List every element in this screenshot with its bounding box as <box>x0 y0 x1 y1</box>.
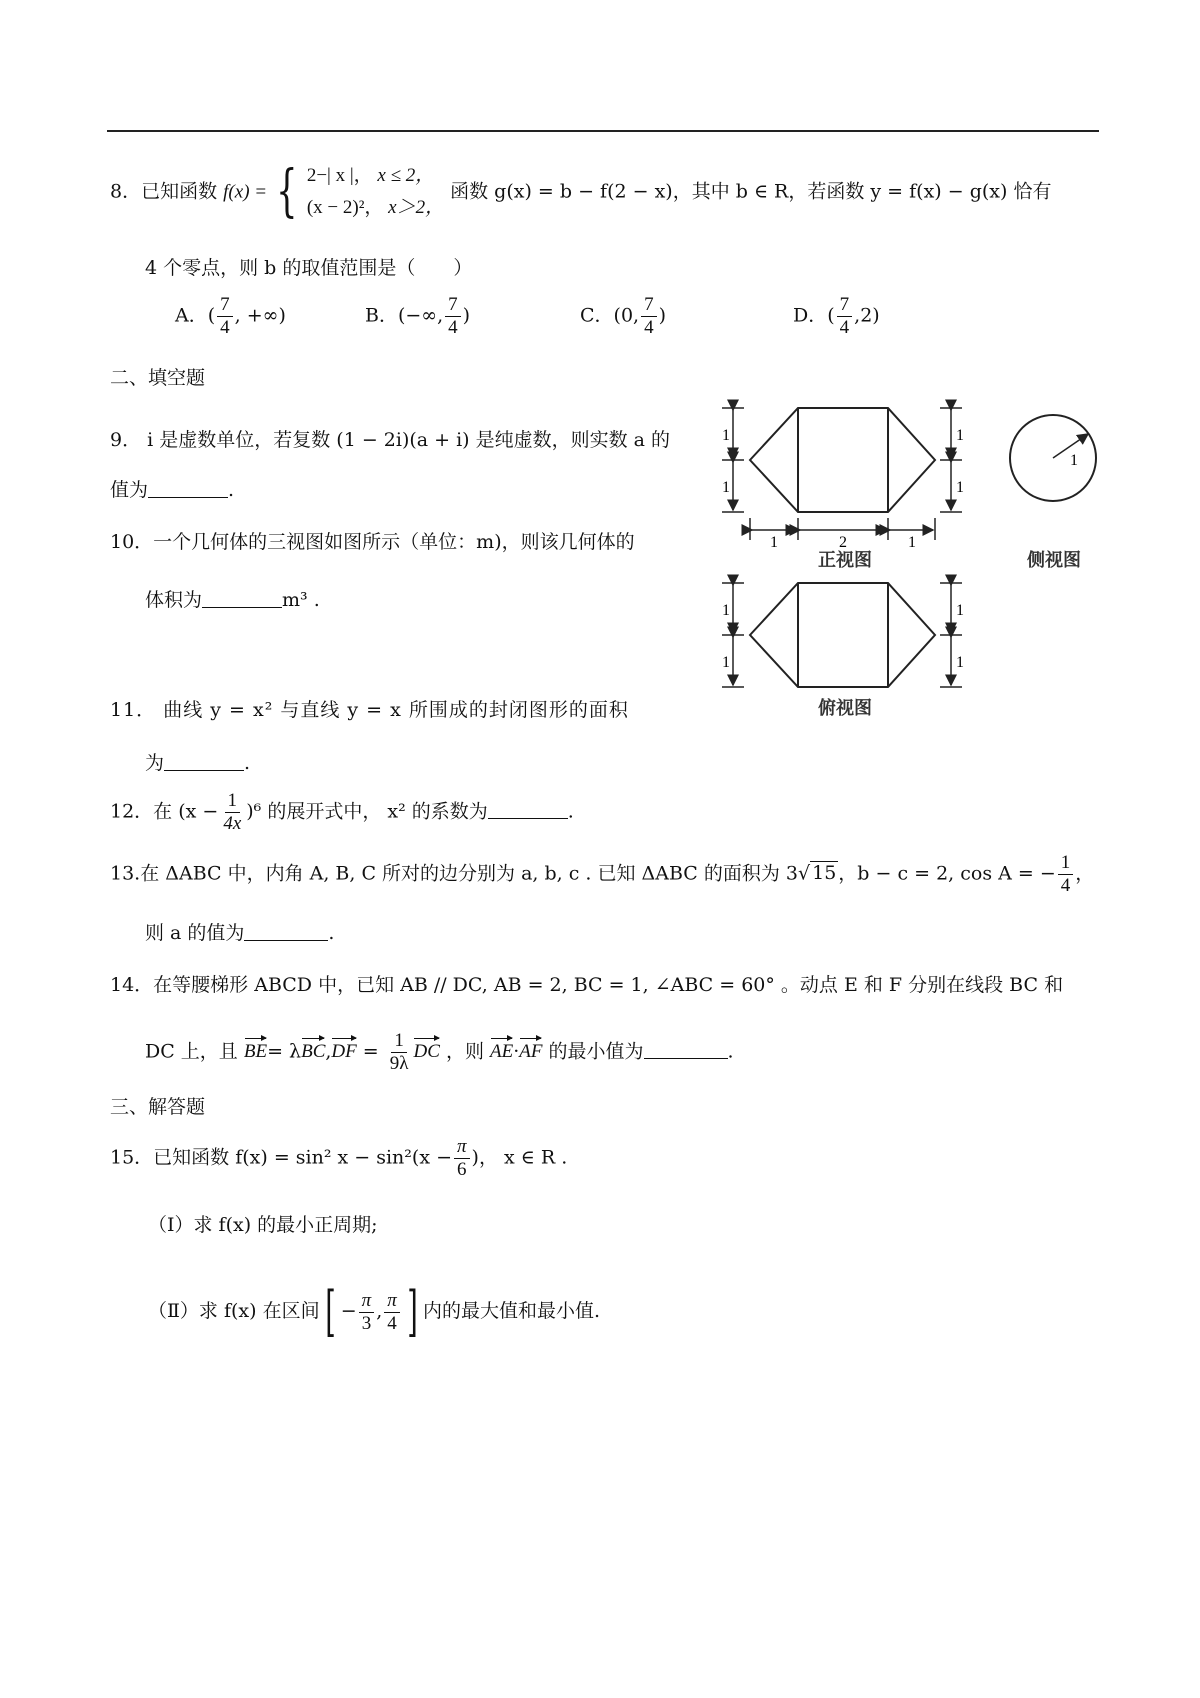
q13-answer-blank[interactable] <box>244 921 328 941</box>
q8-mid: 函数 g(x) = b − f(2 − x)，其中 b ∈ R，若函数 y = f(x) − g(x) 恰有 <box>450 180 1052 203</box>
header-rule <box>107 130 1099 132</box>
q11-line1: 11． 曲线 y = x² 与直线 y = x 所围成的封闭图形的面积 <box>110 699 629 721</box>
option-label: B． <box>365 304 398 327</box>
q8-option-d[interactable] <box>793 294 880 339</box>
front-view-caption: 正视图 <box>818 550 872 570</box>
section-solve-title: 三、解答题 <box>110 1096 206 1118</box>
option-pre: ( <box>827 304 835 327</box>
q10-line2 <box>145 585 320 612</box>
q12-frac: $\frac{1}{4x}$ <box>223 790 242 834</box>
top-right-dimension <box>940 583 962 687</box>
q15-interval-frac2: $\frac{\pi}{4}$ <box>384 1290 400 1335</box>
q15-part1: （Ⅰ）求 f(x) 的最小正周期; <box>148 1214 378 1236</box>
q11-line2 <box>145 748 250 775</box>
q8-case2-expr: (x − 2)²， <box>306 197 384 219</box>
front-view <box>750 408 935 512</box>
q14-suffix: . <box>727 1040 734 1063</box>
q10-suffix: m³ . <box>282 589 320 611</box>
q14-line2 <box>145 1030 734 1075</box>
front-dim-bottom-right: 1 <box>908 534 916 551</box>
q13-suffix: ， <box>1075 862 1095 885</box>
top-view <box>750 583 935 687</box>
q8-line1 <box>110 160 1051 225</box>
q13-prefix: 13.在 ΔABC 中，内角 A, B, C 所对的边分别为 a, b, c . 已知 ΔABC 的面积为 3 <box>110 862 798 885</box>
q12-suffix: . <box>567 800 574 823</box>
option-pre: (0, <box>613 304 640 327</box>
top-dim-right-lower: 1 <box>956 654 964 671</box>
q14-dot: · <box>513 1040 520 1063</box>
q8-case1-cond: x ≤ 2， <box>377 165 435 186</box>
option-frac: $\frac{7}{4}$ <box>641 294 657 339</box>
q13-line2 <box>145 918 334 945</box>
q13-line1: 13.在 ΔABC 中，内角 A, B, C 所对的边分别为 a, b, c . 已知 ΔABC 的面积为 3√ 15 ，b − c = 2, cos A = − $\frac{1}{4}$ ， <box>110 852 1095 896</box>
q15-part2-suffix: 内的最大值和最小值. <box>422 1300 600 1322</box>
q15-prefix: 15．已知函数 f(x) = sin² x − sin²(x − <box>110 1146 452 1169</box>
q14-then: ，则 <box>445 1040 484 1063</box>
q13-sqrt: 15 <box>812 862 837 885</box>
q8-case2-cond: x＞2， <box>388 197 445 219</box>
option-post: , +∞) <box>234 304 286 327</box>
q15-part2-prefix: （Ⅱ）求 f(x) 在区间 <box>148 1300 320 1322</box>
option-pre: ( <box>207 304 216 327</box>
q14-line1: 14．在等腰梯形 ABCD 中，已知 AB // DC, AB = 2, BC = 1, ∠ABC = 60° 。动点 E 和 F 分别在线段 BC 和 <box>110 974 1064 996</box>
q15-suffix: )， x ∈ R . <box>471 1146 568 1169</box>
q15-frac: $\frac{\pi}{6}$ <box>454 1136 470 1181</box>
vector-dc: DC <box>413 1041 440 1063</box>
q8-option-c[interactable] <box>580 294 666 339</box>
q14-prefix: DC 上，且 <box>145 1040 238 1063</box>
q13-line2-suffix: . <box>328 922 335 944</box>
q8-option-a[interactable] <box>175 294 286 339</box>
front-dim-right-upper: 1 <box>956 427 964 444</box>
q9-line1: 9． i 是虚数单位，若复数 (1 − 2i)(a + i) 是纯虚数，则实数 a 的 <box>110 429 671 451</box>
q15-line1 <box>110 1136 567 1181</box>
q12-line <box>110 790 574 835</box>
option-frac: $\frac{7}{4}$ <box>445 294 461 339</box>
q11-suffix: . <box>244 752 251 774</box>
q8-option-b[interactable] <box>365 294 470 339</box>
q14-ask: 的最小值为 <box>548 1040 644 1063</box>
option-pre: (−∞, <box>397 304 444 327</box>
q8-line2: 4 个零点，则 b 的取值范围是（ ） <box>145 257 473 279</box>
side-view <box>1010 415 1096 501</box>
q15-interval-frac1: $\frac{\pi}{3}$ <box>359 1290 375 1335</box>
section-fill-in-title: 二、填空题 <box>110 367 206 389</box>
q15-right-bracket: ] <box>407 1280 418 1343</box>
side-view-radius-label: 1 <box>1070 452 1078 469</box>
top-dim-left-upper: 1 <box>722 602 730 619</box>
top-view-caption: 俯视图 <box>818 698 872 718</box>
q9-answer-blank[interactable] <box>148 478 228 498</box>
q11-prefix: 为 <box>145 752 165 774</box>
front-left-dimension <box>722 408 744 512</box>
q12-answer-blank[interactable] <box>488 799 568 819</box>
q10-line1: 10．一个几何体的三视图如图所示（单位：m)，则该几何体的 <box>110 531 635 553</box>
front-dim-left-lower: 1 <box>722 479 730 496</box>
vector-af: AF <box>519 1041 543 1063</box>
q10-answer-blank[interactable] <box>202 588 282 608</box>
option-frac: $\frac{7}{4}$ <box>217 294 233 339</box>
front-right-dimension <box>940 408 962 512</box>
q12-middle: )⁶ 的展开式中， x² 的系数为 <box>246 800 488 823</box>
q8-cases <box>307 160 444 225</box>
q14-answer-blank[interactable] <box>644 1039 728 1059</box>
front-dim-bottom-left: 1 <box>770 534 778 551</box>
q14-eq1: = λ <box>267 1040 302 1063</box>
q13-middle: ，b − c = 2, cos A = − <box>838 862 1056 885</box>
option-post: ) <box>658 304 667 327</box>
q15-part2: （Ⅱ）求 f(x) 在区间 [ − $\frac{\pi}{3}$ , $\frac{\pi}{4}$ ] 内的最大值和最小值. <box>148 1280 600 1343</box>
option-label: C． <box>580 304 614 327</box>
top-dim-right-upper: 1 <box>956 602 964 619</box>
side-view-caption: 侧视图 <box>1027 550 1081 570</box>
q8-number: 8． <box>110 180 142 203</box>
front-dim-bottom-middle: 2 <box>839 534 847 551</box>
top-dim-left-lower: 1 <box>722 654 730 671</box>
vector-bc: BC <box>301 1041 326 1063</box>
q12-prefix: 12．在 (x − <box>110 800 219 823</box>
option-frac: $\frac{7}{4}$ <box>837 294 853 339</box>
option-post: ) <box>462 304 471 327</box>
top-left-dimension <box>722 583 744 687</box>
q10-prefix: 体积为 <box>145 589 203 611</box>
q8-brace: { <box>276 159 298 225</box>
q15-left-bracket: [ <box>324 1280 336 1343</box>
q8-fx: f(x) = <box>223 181 268 203</box>
q13-line2-prefix: 则 a 的值为 <box>145 922 245 944</box>
front-dim-left-upper: 1 <box>722 427 730 444</box>
option-label: A． <box>175 304 208 327</box>
vector-df: DF <box>331 1041 357 1063</box>
option-post: ,2) <box>854 304 880 327</box>
q9-line2 <box>110 475 234 502</box>
three-view-figure <box>700 390 1120 735</box>
vector-ae: AE <box>490 1041 514 1063</box>
vector-be: BE <box>243 1041 268 1063</box>
q9-suffix: . <box>228 479 235 501</box>
option-label: D． <box>793 304 828 327</box>
q9-prefix: 值为 <box>110 479 149 501</box>
q13-frac: $\frac{1}{4}$ <box>1058 852 1074 897</box>
q8-intro: 已知函数 <box>141 180 218 203</box>
q14-frac: $\frac{1}{9\lambda}$ <box>389 1030 409 1074</box>
q8-case1-expr: 2−| x |， <box>306 165 373 186</box>
front-dim-right-lower: 1 <box>956 479 964 496</box>
q14-eq2: = <box>362 1040 379 1063</box>
q11-answer-blank[interactable] <box>164 751 244 771</box>
q14-comma: , <box>325 1040 332 1063</box>
